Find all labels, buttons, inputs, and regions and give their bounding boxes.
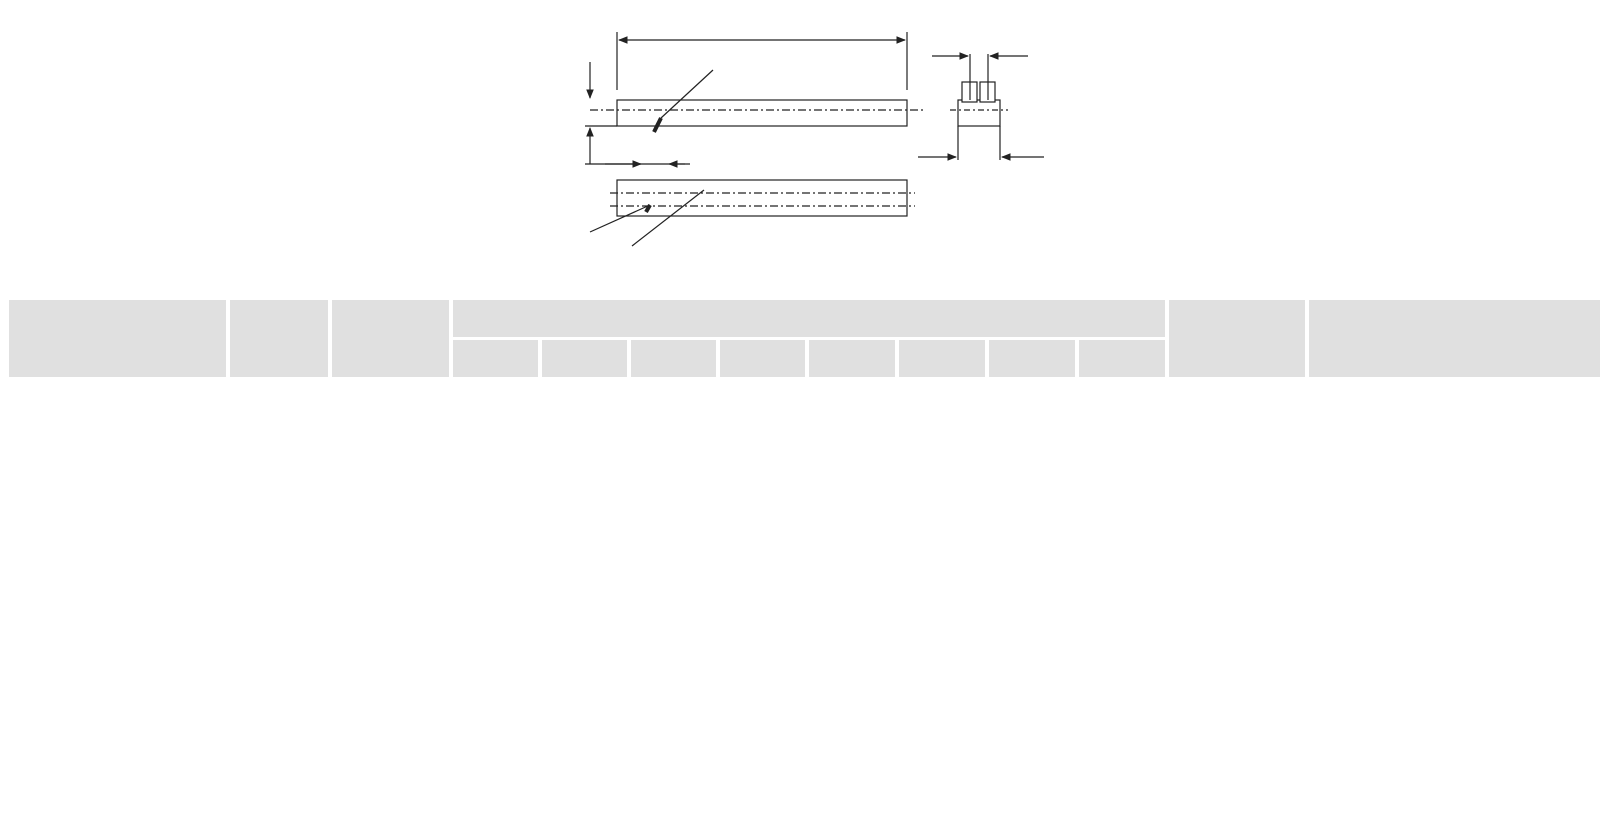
terminal-block-drawing xyxy=(0,0,1600,260)
header-dim-d2 xyxy=(899,340,985,377)
header-dim-d1 xyxy=(1079,340,1165,377)
header-current xyxy=(332,300,449,377)
header-count xyxy=(230,300,328,377)
table-body xyxy=(9,377,1600,777)
header-dim-f xyxy=(809,340,895,377)
header-dim-d xyxy=(989,340,1075,377)
header-pack xyxy=(1169,300,1305,377)
header-dim-b xyxy=(542,340,627,377)
header-dims-group xyxy=(453,300,1165,337)
header-code xyxy=(1309,300,1600,377)
header-dim-a xyxy=(453,340,538,377)
header-section xyxy=(9,300,226,377)
header-dim-c xyxy=(631,340,716,377)
header-dim-e xyxy=(720,340,805,377)
spec-table xyxy=(5,297,1600,783)
